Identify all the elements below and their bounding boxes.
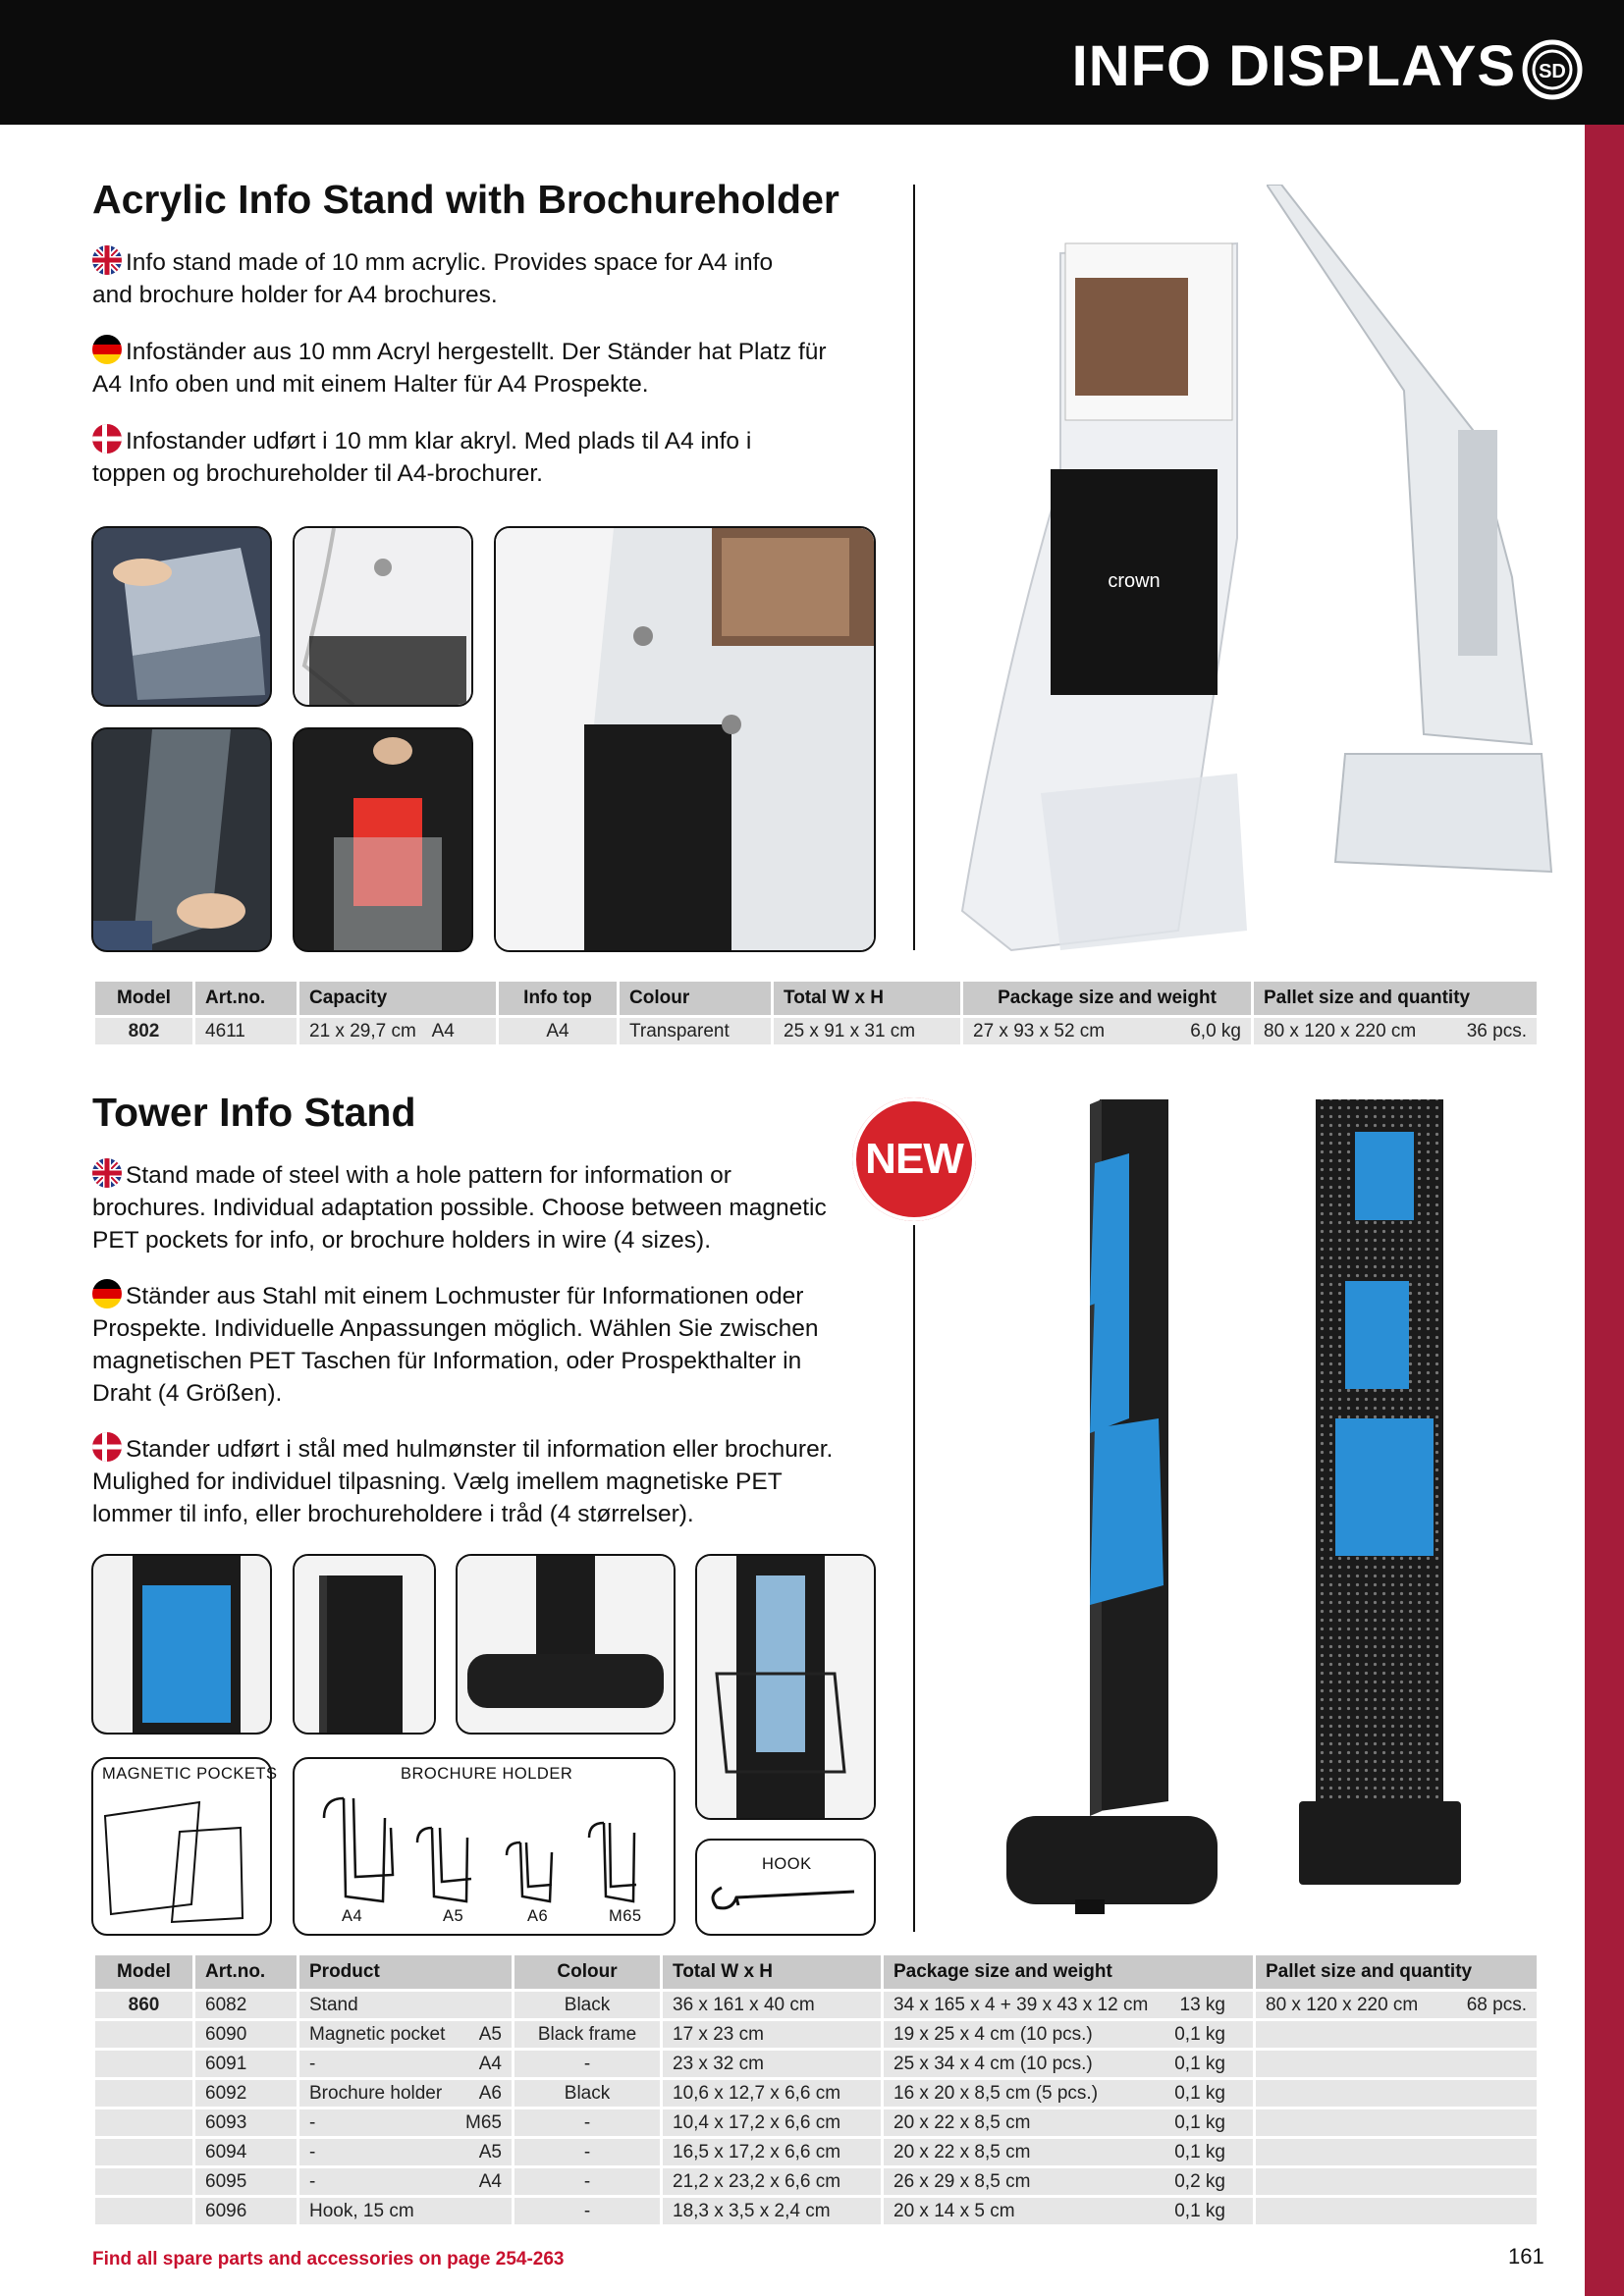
label-brochure-holder: BROCHURE HOLDER [401,1765,573,1783]
svg-text:crown: crown [1108,570,1161,592]
svg-text:SD: SD [1539,61,1566,82]
product-acrylic-front [943,185,1257,960]
product-tower-front [1291,1095,1468,1890]
col-model: Model [95,1955,192,1989]
col-pallet: Pallet size and quantity [1254,982,1537,1015]
photo-tower-pocket [91,1554,272,1735]
label-magnetic-pockets: MAGNETIC POCKETS [102,1765,278,1783]
product-acrylic-side [1267,185,1561,881]
label-size-a6: A6 [527,1907,549,1925]
table-row: 6095 - A4 - 21,2 x 23,2 x 6,6 cm 26 x 29 x 8,5 cm 0,2 kg [95,2165,1537,2195]
divider-line [913,1225,915,1932]
photo-acrylic-brochure [293,727,473,952]
col-product: Product [299,1955,512,1989]
photo-acrylic-closeup [494,526,876,952]
section2-desc-dk: Stander udført i stål med hulmønster til information eller brochurer. Mulighed for individuel tilpasning. Vælg imellem magnetiske PET lommer til info, eller brochureholdere i tråd (4 størrelser). [92,1432,858,1530]
col-model: Model [95,982,192,1015]
photo-tower-base [456,1554,676,1735]
diagram-hook [695,1839,876,1936]
col-colour: Colour [620,982,771,1015]
label-size-a4: A4 [342,1907,363,1925]
col-total: Total W x H [774,982,960,1015]
col-pallet: Pallet size and quantity [1256,1955,1537,1989]
col-total: Total W x H [663,1955,881,1989]
section2-title: Tower Info Stand [92,1090,416,1135]
col-artno: Art.no. [195,982,297,1015]
table-row: 6092 Brochure holder A6 Black 10,6 x 12,7 x 6,6 cm 16 x 20 x 8,5 cm (5 pcs.) 0,1 kg [95,2077,1537,2107]
table-row: 860 6082 Stand Black 36 x 161 x 40 cm 34 x 165 x 4 + 39 x 43 x 12 cm 13 kg 80 x 120 x 220 cm 68 pcs. [95,1989,1537,2018]
col-colour: Colour [514,1955,660,1989]
spec-table-tower [92,1955,1540,2224]
section2-desc-en: Stand made of steel with a hole pattern for information or brochures. Individual adaptation possible. Choose between magnetic PET pockets for info, or brochure holders in wire (4 sizes). [92,1158,839,1256]
label-size-m65: M65 [609,1907,642,1925]
section1-desc-de: Infoständer aus 10 mm Acryl hergestellt. Der Ständer hat Platz für A4 Info oben und mit einem Halter für A4 Prospekte. [92,335,839,400]
col-package: Package size and weight [884,1955,1253,1989]
spec-table-acrylic [92,982,1540,1044]
product-tower-side [992,1095,1227,1929]
photo-acrylic-holder [293,526,473,707]
section1-desc-dk: Infostander udført i 10 mm klar akryl. Med plads til A4 info i toppen og brochureholder til A4-brochurer. [92,424,819,490]
diagram-magnetic-pockets [91,1757,272,1936]
page-category-title: INFO DISPLAYS [1071,34,1516,98]
sd-logo [1520,37,1585,102]
table-row: 6094 - A5 - 16,5 x 17,2 x 6,6 cm 20 x 22 x 8,5 cm 0,1 kg [95,2136,1537,2165]
col-capacity: Capacity [299,982,496,1015]
label-size-a5: A5 [443,1907,464,1925]
accent-sidebar [1585,125,1624,2296]
photo-acrylic-top [91,526,272,707]
divider-line [913,185,915,950]
table-row: 6093 - M65 - 10,4 x 17,2 x 6,6 cm 20 x 22 x 8,5 cm 0,1 kg [95,2107,1537,2136]
danish-flag-icon [92,424,122,454]
footer-spare-parts-note: Find all spare parts and accessories on page 254-263 [92,2249,565,2269]
section1-title: Acrylic Info Stand with Brochureholder [92,177,839,222]
danish-flag-icon [92,1432,122,1462]
page-number: 161 [1508,2244,1544,2269]
table-row: 802 4611 21 x 29,7 cm A4 A4 Transparent 25 x 91 x 31 cm 27 x 93 x 52 cm 6,0 kg 80 x 120 x 220 cm 36 pcs. [95,1015,1537,1044]
col-artno: Art.no. [195,1955,297,1989]
german-flag-icon [92,1279,122,1308]
photo-acrylic-side [91,727,272,952]
photo-tower-holes [293,1554,436,1735]
col-infotop: Info top [499,982,617,1015]
section2-desc-de: Ständer aus Stahl mit einem Lochmuster für Informationen oder Prospekte. Individuelle Anpassungen möglich. Wählen Sie zwischen magnetischen PET Taschen für Information, oder Prospekthalter in Draht (4 Größen). [92,1279,858,1410]
uk-flag-icon [92,1158,122,1188]
new-badge: NEW [852,1097,976,1221]
col-package: Package size and weight [963,982,1251,1015]
section1-desc-en: Info stand made of 10 mm acrylic. Provides space for A4 info and brochure holder for A4 brochures. [92,245,819,311]
label-hook: HOOK [762,1855,812,1873]
table-row: 6091 - A4 - 23 x 32 cm 25 x 34 x 4 cm (10 pcs.) 0,1 kg [95,2048,1537,2077]
uk-flag-icon [92,245,122,275]
photo-tower-holder [695,1554,876,1820]
table-row: 6096 Hook, 15 cm - 18,3 x 3,5 x 2,4 cm 20 x 14 x 5 cm 0,1 kg [95,2195,1537,2224]
header-bar [0,0,1624,125]
german-flag-icon [92,335,122,364]
table-row: 6090 Magnetic pocket A5 Black frame 17 x 23 cm 19 x 25 x 4 cm (10 pcs.) 0,1 kg [95,2018,1537,2048]
